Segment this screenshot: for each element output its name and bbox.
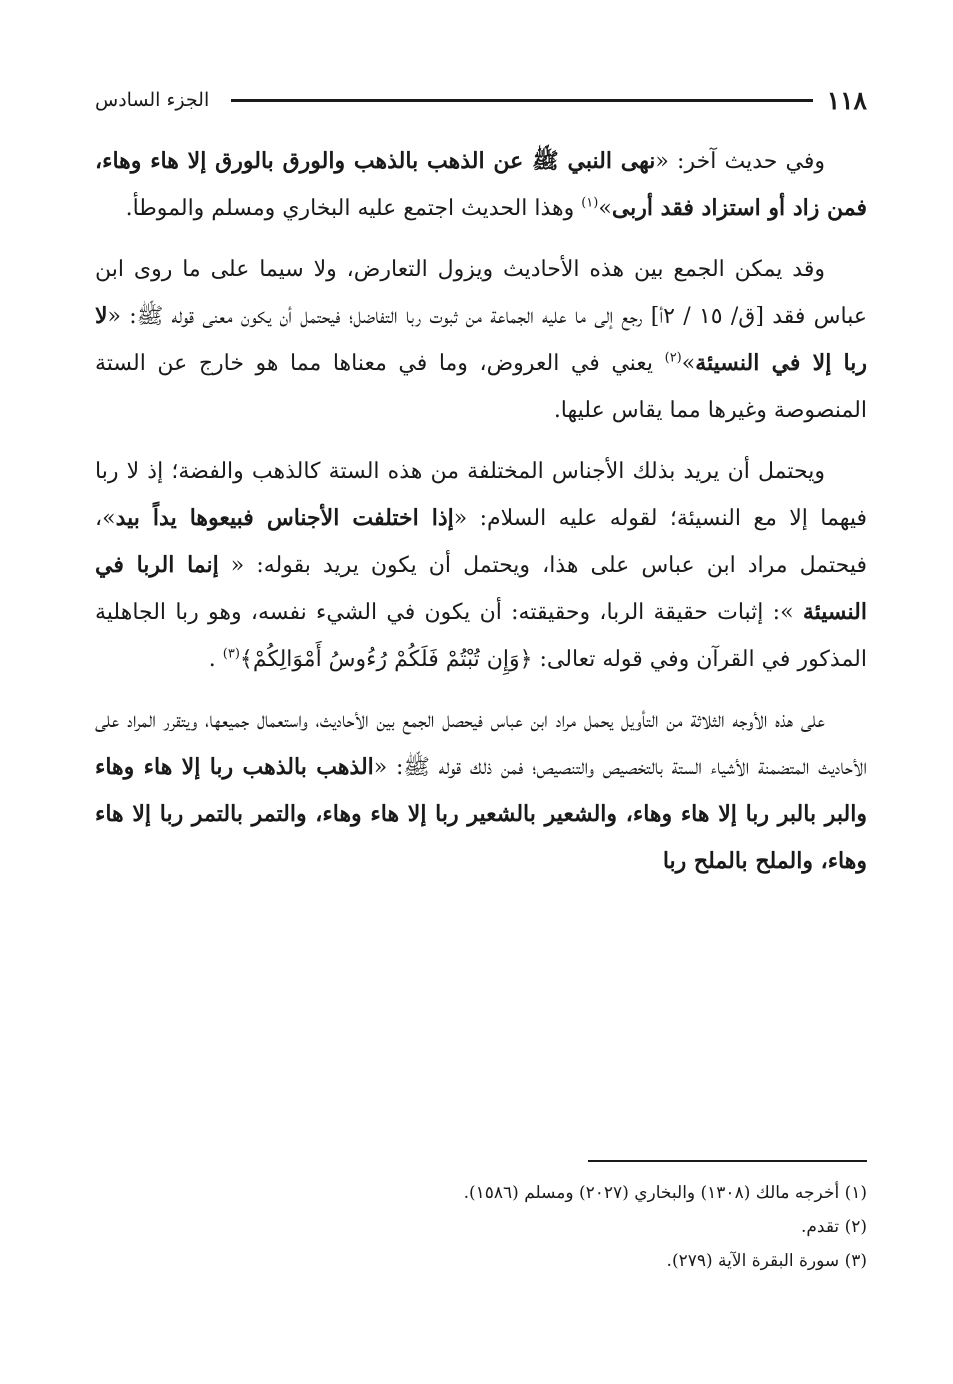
hadith-quote: نهى النبي ﷺ عن الذهب بالذهب والورق بالورق إلا هاء وهاء، فمن زاد أو استزاد فقد أربى xyxy=(95,148,867,221)
running-head: الجزء السادس xyxy=(95,89,210,111)
footnote-reference: (٢) xyxy=(664,350,682,366)
paragraph xyxy=(95,448,867,683)
text-run: على هذه الأوجه الثلاثة من التأويل يحمل مراد ابن عباس فيحصل الجمع بين الأحاديث، واستعمال جميعها، ويتقرر المراد على الأحاديث المتضمنة الأشياء الستة بالتخصيص والتنصيص؛ فمن ذلك قوله ﷺ: « xyxy=(95,708,867,780)
text-run: ﴾ xyxy=(239,647,253,672)
body-text xyxy=(95,138,867,885)
text-run: يعني في العروض، وما في معناها مما هو خارج عن الستة المنصوصة وغيرها مما يقاس عليها. xyxy=(95,351,867,423)
text-run: وهذا الحديث اجتمع عليه البخاري ومسلم والموطأ. xyxy=(125,196,582,221)
footnote-rule xyxy=(588,1160,867,1162)
text-run: وفي حديث آخر: « xyxy=(655,149,825,174)
footnote-reference: (٣) xyxy=(222,646,240,662)
footnote: (٣) سورة البقرة الآية (٢٧٩). xyxy=(666,1251,867,1271)
hadith-quote: لا ربا إلا في النسيئة xyxy=(95,303,867,376)
paragraph xyxy=(95,697,867,885)
paragraph xyxy=(95,246,867,434)
text-run: وقد يمكن الجمع بين هذه الأحاديث ويزول التعارض، ولا سيما على ما روى ابن عباس فقد [ق/ ١٥ / ٢أ] رجع إلى ما عليه الجماعة من ثبوت ربا التفاضل؛ فيحتمل أن يكون معنى قوله ﷺ: « xyxy=(95,257,868,329)
paragraph xyxy=(95,138,867,232)
text-run: . xyxy=(208,647,223,672)
text-run: » xyxy=(598,196,612,221)
footnote: (١) أخرجه مالك (١٣٠٨) والبخاري (٢٠٢٧) ومسلم (١٥٨٦). xyxy=(463,1183,867,1203)
text-run: وَإِن تُبْتُمْ فَلَكُمْ رُءُوسُ أَمْوَالِكُمْ xyxy=(252,647,520,672)
footnotes xyxy=(95,1176,867,1278)
text-run: »: إثبات حقيقة الربا، وحقيقته: أن يكون في الشيء نفسه، وهو ربا الجاهلية المذكور في القرآن وفي قوله تعالى: ﴿ xyxy=(95,600,867,672)
page-header xyxy=(95,78,867,122)
header-rule xyxy=(231,99,812,102)
page xyxy=(95,78,867,899)
hadith-quote: إذا اختلفت الأجناس فبيعوها يداً بيد xyxy=(115,505,454,531)
hadith-quote: إنما الربا في النسيئة xyxy=(95,552,867,625)
text-run: ويحتمل أن يريد بذلك الأجناس المختلفة من هذه الستة كالذهب والفضة؛ إذ لا ربا فيهما إلا مع النسيئة؛ لقوله عليه السلام: « xyxy=(95,459,867,531)
hadith-quote: الذهب بالذهب ربا إلا هاء وهاء والبر بالبر ربا إلا هاء وهاء، والشعير بالشعير ربا إلا هاء وهاء، والتمر بالتمر ربا إلا هاء وهاء، والملح بالملح ربا xyxy=(95,754,867,874)
footnote: (٢) تقدم. xyxy=(800,1217,867,1237)
text-run: »، فيحتمل مراد ابن عباس على هذا، ويحتمل أن يكون يريد بقوله: « xyxy=(95,506,868,578)
page-number: ١١٨ xyxy=(826,85,867,115)
text-run: » xyxy=(681,351,696,376)
footnote-reference: (١) xyxy=(581,195,599,211)
